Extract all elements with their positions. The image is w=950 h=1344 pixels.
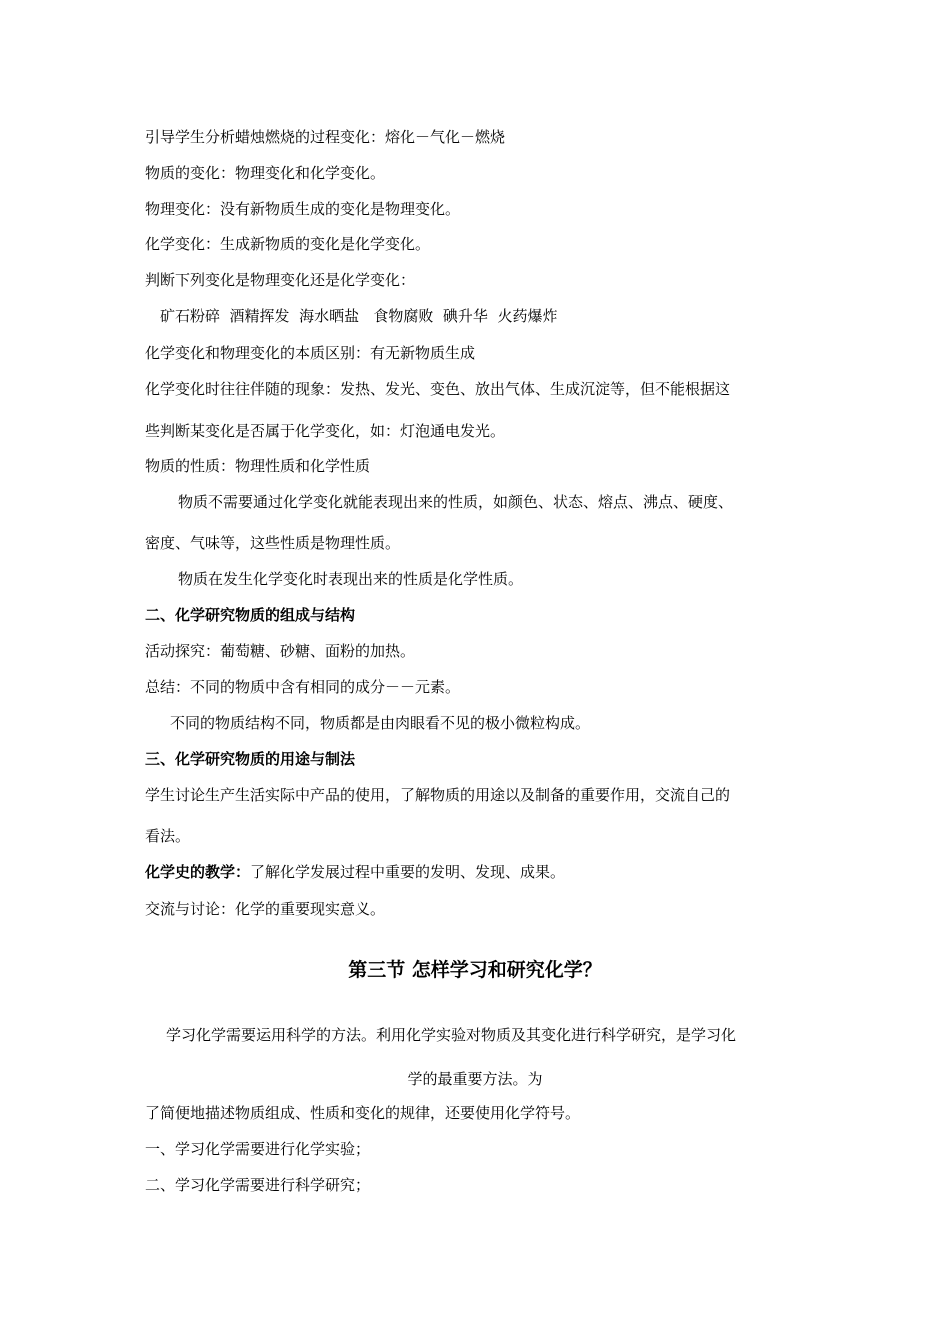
text-line: 引导学生分析蜡烛燃烧的过程变化：熔化－气化－燃烧: [145, 128, 506, 146]
text-line: 化学变化和物理变化的本质区别：有无新物质生成: [145, 344, 476, 362]
examples-list: 矿石粉碎 酒精挥发 海水晒盐 食物腐败 碘升华 火药爆炸: [160, 307, 558, 325]
text-line: 学生讨论生产生活实际中产品的使用，了解物质的用途以及制备的重要作用，交流自己的: [145, 786, 731, 804]
text-line: 了简便地描述物质组成、性质和变化的规律，还要使用化学符号。: [145, 1104, 581, 1122]
text-line: 看法。: [145, 827, 191, 845]
text-line: 物理变化：没有新物质生成的变化是物理变化。: [145, 200, 461, 218]
history-label: 化学史的教学：: [145, 863, 251, 881]
text-line: [145, 862, 565, 882]
text-line: 学的最重要方法。为: [407, 1070, 543, 1088]
text-line: 物质不需要通过化学变化就能表现出来的性质，如颜色、状态、熔点、沸点、硬度、: [178, 493, 734, 511]
text-line: 活动探究：葡萄糖、砂糖、面粉的加热。: [145, 642, 416, 660]
text-line: 化学变化时往往伴随的现象：发热、发光、变色、放出气体、生成沉淀等，但不能根据这: [145, 380, 731, 398]
text-line: 不同的物质结构不同，物质都是由肉眼看不见的极小微粒构成。: [170, 714, 591, 732]
text-line: 学习化学需要运用科学的方法。利用化学实验对物质及其变化进行科学研究，是学习化: [166, 1026, 737, 1044]
list-item: 一、学习化学需要进行化学实验；: [145, 1140, 371, 1158]
section-heading: 三、化学研究物质的用途与制法: [145, 750, 356, 768]
text-line: 物质的变化：物理变化和化学变化。: [145, 164, 386, 182]
text-line: 物质在发生化学变化时表现出来的性质是化学性质。: [178, 570, 524, 588]
text-line: 交流与讨论：化学的重要现实意义。: [145, 900, 386, 918]
text-line: 物质的性质：物理性质和化学性质: [145, 457, 371, 475]
text-line: 判断下列变化是物理变化还是化学变化：: [145, 271, 416, 289]
section-title: 第三节 怎样学习和研究化学？: [348, 959, 602, 981]
text-line: 密度、气味等，这些性质是物理性质。: [145, 534, 401, 552]
text-line: 些判断某变化是否属于化学变化，如：灯泡通电发光。: [145, 422, 506, 440]
list-item: 二、学习化学需要进行科学研究；: [145, 1176, 371, 1194]
text-line: 总结：不同的物质中含有相同的成分－－元素。: [145, 678, 461, 696]
section-heading: 二、化学研究物质的组成与结构: [145, 606, 356, 624]
text-line: 化学变化：生成新物质的变化是化学变化。: [145, 235, 431, 253]
history-text: 了解化学发展过程中重要的发明、发现、成果。: [250, 863, 566, 881]
